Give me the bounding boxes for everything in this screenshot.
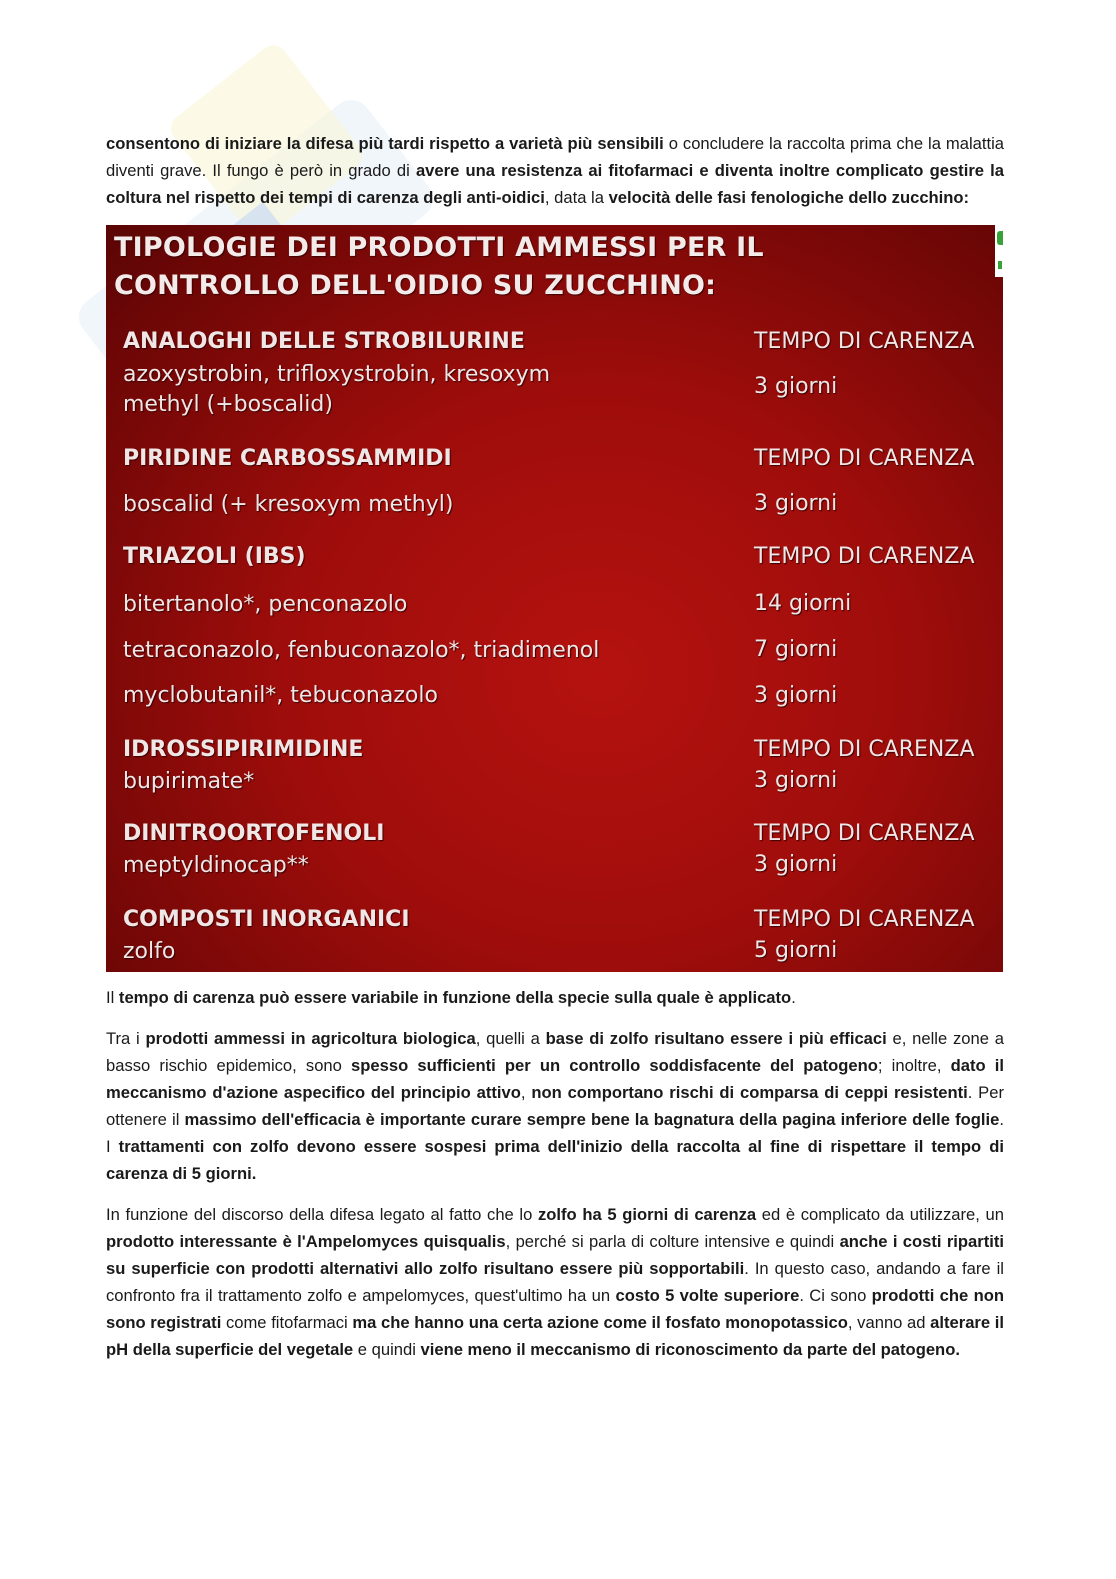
bold-text-run: velocità delle fasi fenologiche dello zucchino:: [608, 188, 970, 207]
slide-title-line-1: TIPOLOGIE DEI PRODOTTI AMMESSI PER IL: [114, 232, 764, 263]
bold-text-run: prodotto interessante è l'Ampelomyces quisqualis: [106, 1232, 506, 1251]
bold-text-run: costo 5 volte superiore: [615, 1286, 800, 1305]
text-run: . I: [106, 1110, 1004, 1156]
slide-logo-fragment: [995, 225, 1003, 277]
group-item: zolfo: [123, 939, 176, 964]
group-days: 3 giorni: [754, 491, 838, 516]
group-title: ANALOGHI DELLE STROBILURINE: [123, 329, 525, 354]
bold-text-run: alterare il pH della superficie del vegetale: [106, 1313, 1004, 1359]
group-title: DINITROORTOFENOLI: [123, 821, 385, 846]
bold-text-run: viene meno il meccanismo di riconoscimento da parte del patogeno.: [420, 1340, 960, 1359]
text-run: , quelli a: [475, 1029, 546, 1048]
group-header: TEMPO DI CARENZA: [754, 737, 975, 762]
text-run: In funzione del discorso della difesa legato al fatto che lo: [106, 1205, 538, 1224]
document-body: [106, 130, 1004, 1377]
text-run: , vanno ad: [847, 1313, 931, 1332]
group-title: PIRIDINE CARBOSSAMMIDI: [123, 446, 452, 471]
group-item: methyl (+boscalid): [123, 392, 333, 417]
group-item: myclobutanil*, tebuconazolo: [123, 683, 438, 708]
bold-text-run: non comportano rischi di comparsa di ceppi resistenti: [531, 1083, 968, 1102]
group-days: 5 giorni: [754, 938, 838, 963]
group-header: TEMPO DI CARENZA: [754, 821, 975, 846]
group-days: 14 giorni: [754, 591, 852, 616]
slide-title: [114, 229, 764, 305]
text-run: o concludere la raccolta prima che la malattia diventi grave. Il fungo è però in grado di: [106, 134, 1004, 180]
bold-text-run: consentono di iniziare la difesa più tardi rispetto a varietà più sensibili: [106, 134, 664, 153]
bold-text-run: trattamenti con zolfo devono essere sospesi prima dell'inizio della raccolta al fine di rispettare il tempo di carenza di 5 giorni.: [106, 1137, 1004, 1183]
text-run: .: [791, 988, 796, 1007]
text-run: Il: [106, 988, 119, 1007]
paragraph-ampelomyces: [106, 1201, 1004, 1363]
group-item: tetraconazolo, fenbuconazolo*, triadimenol: [123, 638, 600, 663]
text-run: ed è complicato da utilizzare, un: [756, 1205, 1004, 1224]
group-header: TEMPO DI CARENZA: [754, 446, 975, 471]
group-item: bupirimate*: [123, 769, 255, 794]
text-run: , data la: [544, 188, 609, 207]
group-days: 3 giorni: [754, 852, 838, 877]
group-days: 3 giorni: [754, 374, 838, 399]
group-days: 7 giorni: [754, 637, 838, 662]
group-title: TRIAZOLI (IBS): [123, 544, 306, 569]
bold-text-run: tempo di carenza può essere variabile in funzione della specie sulla quale è applicato: [118, 988, 792, 1007]
bold-text-run: spesso sufficienti per un controllo soddisfacente del patogeno: [351, 1056, 878, 1075]
text-run: . In questo caso, andando a fare il confronto fra il trattamento zolfo e ampelomyces, quest'ultimo ha un: [106, 1259, 1004, 1305]
group-item: bitertanolo*, penconazolo: [123, 592, 408, 617]
group-header: TEMPO DI CARENZA: [754, 907, 975, 932]
paragraph-intro: [106, 130, 1004, 211]
bold-text-run: base di zolfo risultano essere i più efficaci: [545, 1029, 887, 1048]
text-run: ; inoltre,: [877, 1056, 951, 1075]
text-run: come fitofarmaci: [221, 1313, 353, 1332]
group-days: 3 giorni: [754, 768, 838, 793]
text-run: . Per ottenere il: [106, 1083, 1004, 1129]
bold-text-run: avere una resistenza ai fitofarmaci e diventa inoltre complicato gestire la coltura nel rispetto dei tempi di carenza degli anti-oidici: [106, 161, 1004, 207]
paragraph-carenza: [106, 984, 1004, 1011]
bold-text-run: dato il meccanismo d'azione aspecifico del principio attivo: [106, 1056, 1005, 1102]
group-title: IDROSSIPIRIMIDINE: [123, 737, 364, 762]
text-run: e, nelle zone a basso rischio epidemico, sono: [106, 1029, 1004, 1075]
bold-text-run: prodotti ammessi in agricoltura biologica: [145, 1029, 476, 1048]
bold-text-run: massimo dell'efficacia è importante curare sempre bene la bagnatura della pagina inferiore delle foglie: [184, 1110, 1000, 1129]
bold-text-run: ma che hanno una certa azione come il fosfato monopotassico: [352, 1313, 848, 1332]
slide-title-line-2: CONTROLLO DELL'OIDIO SU ZUCCHINO:: [114, 270, 717, 301]
bold-text-run: anche i costi ripartiti su superficie con prodotti alternativi allo zolfo risultano essere più sopportabili: [106, 1232, 1005, 1278]
group-title: COMPOSTI INORGANICI: [123, 907, 410, 932]
slide-image: [106, 225, 1003, 972]
text-run: , perché si parla di colture intensive e quindi: [505, 1232, 840, 1251]
text-run: e quindi: [353, 1340, 421, 1359]
text-run: Tra i: [106, 1029, 146, 1048]
text-run: . Ci sono: [799, 1286, 872, 1305]
group-item: azoxystrobin, trifloxystrobin, kresoxym: [123, 362, 551, 387]
group-days: 3 giorni: [754, 683, 838, 708]
bold-text-run: prodotti che non sono registrati: [106, 1286, 1005, 1332]
text-run: ,: [520, 1083, 532, 1102]
paragraph-biologico: [106, 1025, 1004, 1187]
group-header: TEMPO DI CARENZA: [754, 544, 975, 569]
bold-text-run: zolfo ha 5 giorni di carenza: [537, 1205, 757, 1224]
group-header: TEMPO DI CARENZA: [754, 329, 975, 354]
group-item: boscalid (+ kresoxym methyl): [123, 492, 454, 517]
group-item: meptyldinocap**: [123, 853, 309, 878]
